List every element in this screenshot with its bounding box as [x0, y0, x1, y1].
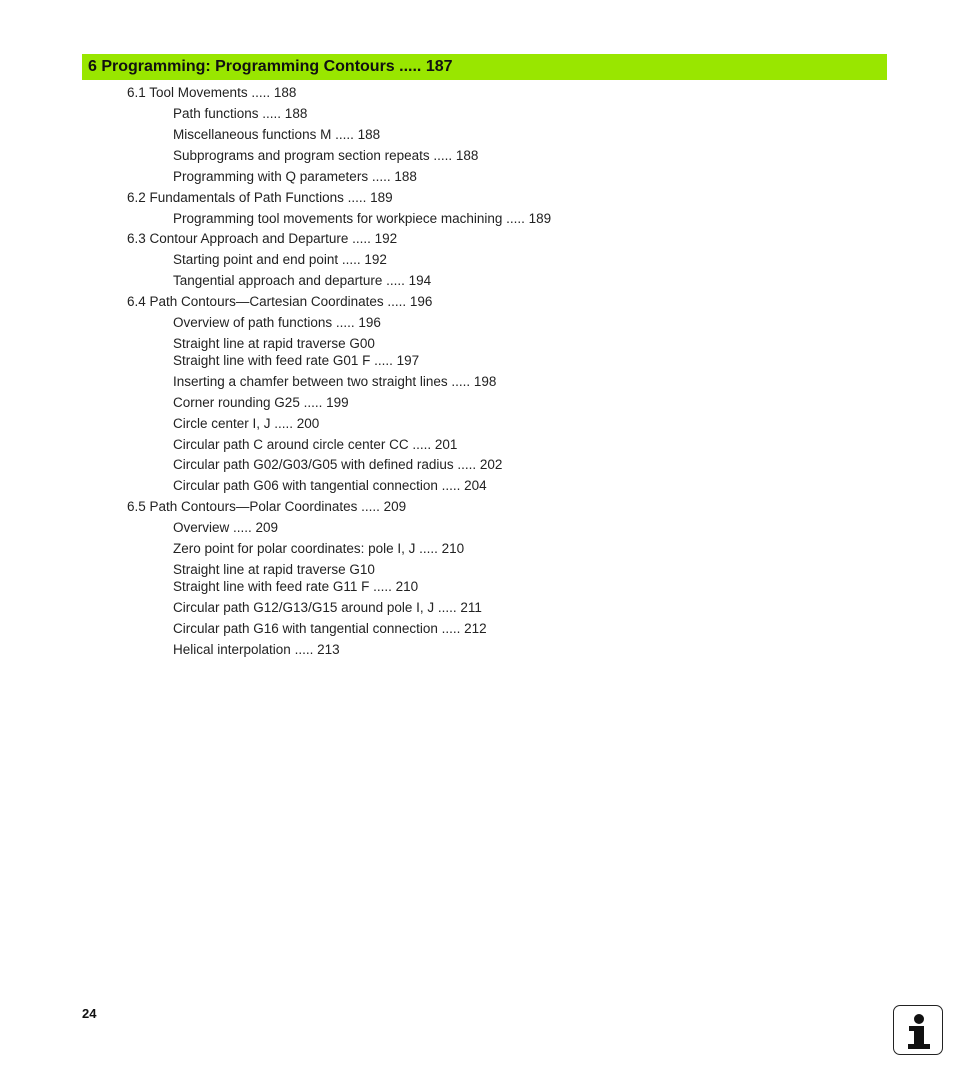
toc-entry[interactable]: Circular path G12/G13/G15 around pole I, J ..... 211	[173, 600, 482, 615]
toc-entry[interactable]: Miscellaneous functions M ..... 188	[173, 127, 381, 142]
toc-entry[interactable]: Helical interpolation ..... 213	[173, 642, 340, 657]
toc-entry[interactable]: Zero point for polar coordinates: pole I, J ..... 210	[173, 541, 465, 556]
info-icon	[893, 1005, 943, 1055]
toc-entry[interactable]: Programming tool movements for workpiece machining ..... 189	[173, 211, 552, 226]
chapter-heading[interactable]	[82, 54, 887, 80]
toc-section-6-2[interactable]: 6.2 Fundamentals of Path Functions ..... 189	[127, 190, 393, 205]
toc-entry[interactable]: Circular path C around circle center CC ..... 201	[173, 437, 458, 452]
toc-entry[interactable]: Corner rounding G25 ..... 199	[173, 395, 349, 410]
toc-section-6-5[interactable]: 6.5 Path Contours—Polar Coordinates ..... 209	[127, 499, 407, 514]
toc-entry[interactable]: Circular path G02/G03/G05 with defined radius ..... 202	[173, 457, 503, 472]
toc-entry[interactable]: Straight line at rapid traverse G10	[173, 562, 375, 577]
toc-entry[interactable]: Circle center I, J ..... 200	[173, 416, 320, 431]
toc-section-6-4[interactable]: 6.4 Path Contours—Cartesian Coordinates ..... 196	[127, 294, 433, 309]
toc-entry[interactable]: Circular path G06 with tangential connection ..... 204	[173, 478, 487, 493]
toc-entry[interactable]: Subprograms and program section repeats ..... 188	[173, 148, 479, 163]
page-number: 24	[82, 1006, 97, 1021]
toc-entry[interactable]: Overview of path functions ..... 196	[173, 315, 381, 330]
toc-entry[interactable]: Tangential approach and departure ..... 194	[173, 273, 432, 288]
toc-entry[interactable]: Programming with Q parameters ..... 188	[173, 169, 417, 184]
toc-entry[interactable]: Inserting a chamfer between two straight lines ..... 198	[173, 374, 497, 389]
toc-entry[interactable]: Straight line at rapid traverse G00	[173, 336, 375, 351]
toc-section-6-1[interactable]: 6.1 Tool Movements ..... 188	[127, 85, 297, 100]
toc-entry[interactable]: Circular path G16 with tangential connection ..... 212	[173, 621, 487, 636]
chapter-title: 6 Programming: Programming Contours ..... 187	[88, 58, 453, 75]
toc-entry[interactable]: Starting point and end point ..... 192	[173, 252, 387, 267]
toc-entry[interactable]: Overview ..... 209	[173, 520, 279, 535]
toc-entry[interactable]: Straight line with feed rate G11 F ..... 210	[173, 579, 419, 594]
toc-entry[interactable]: Path functions ..... 188	[173, 106, 308, 121]
toc-section-6-3[interactable]: 6.3 Contour Approach and Departure ..... 192	[127, 231, 398, 246]
toc-entry[interactable]: Straight line with feed rate G01 F ..... 197	[173, 353, 420, 368]
